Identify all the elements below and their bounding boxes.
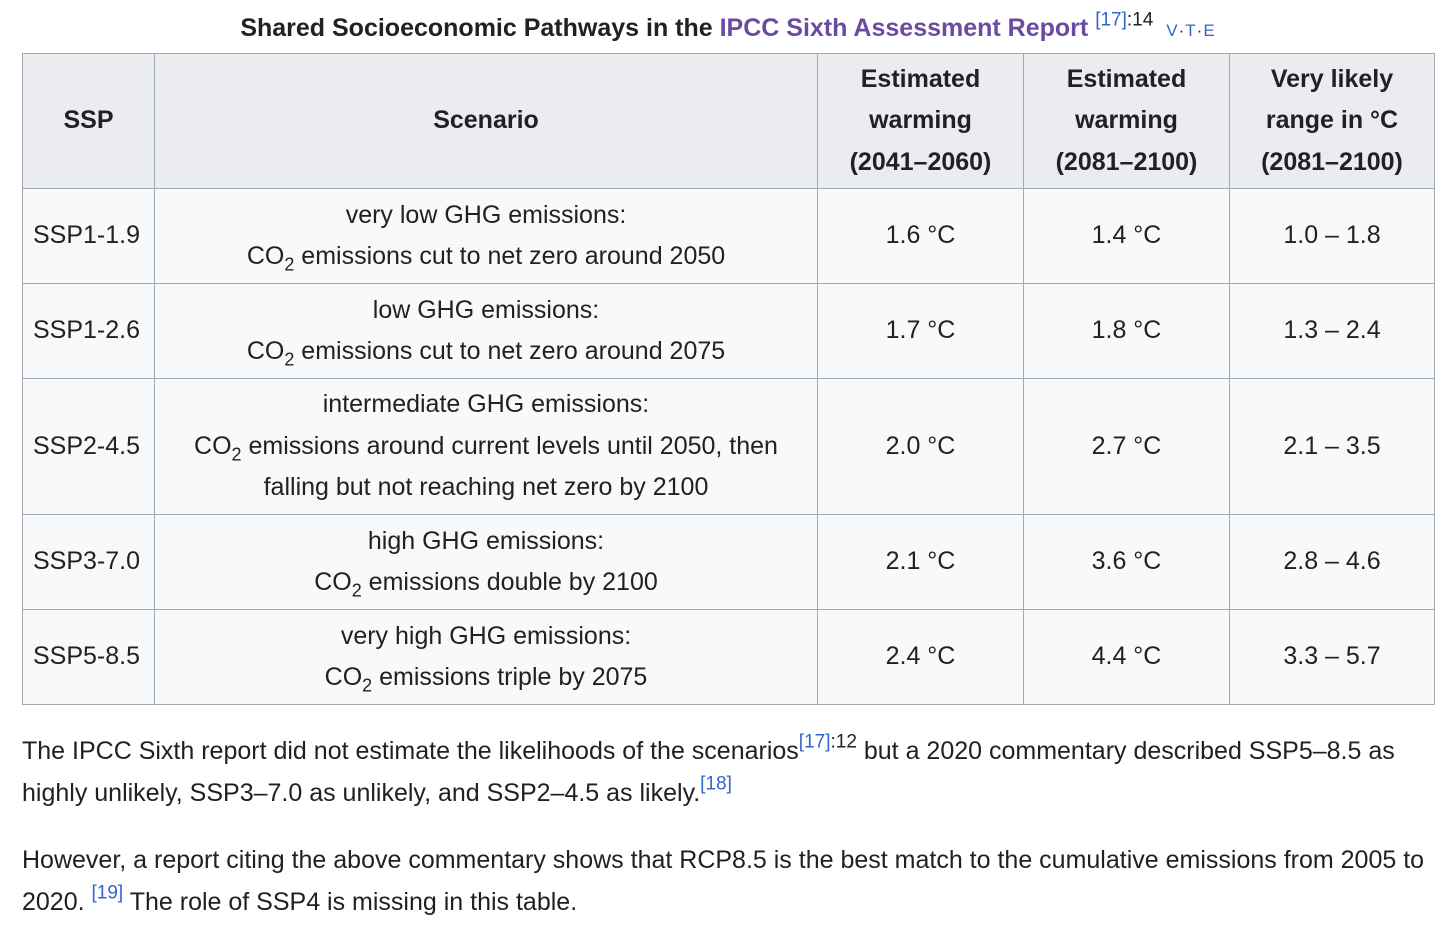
likely-range-cell: 3.3 – 5.7: [1230, 610, 1435, 705]
citation-page: :14: [1126, 9, 1154, 31]
citation-17-link[interactable]: [17]: [1095, 9, 1127, 31]
table-row: [23, 284, 1435, 379]
citation-18-link[interactable]: [18]: [700, 773, 732, 795]
likely-range-cell: 1.0 – 1.8: [1230, 189, 1435, 284]
paragraph-rcp85: However, a report citing the above commentary shows that RCP8.5 is the best match to the cumulative emissions from 2005 to 2020. [19] The role of SSP4 is missing in this table.: [22, 846, 1425, 916]
citation-19-link[interactable]: [19]: [91, 882, 124, 904]
ssp-cell: SSP3-7.0: [23, 515, 155, 610]
warming-2081-2100-cell: 3.6 °C: [1024, 515, 1230, 610]
ssp-cell: SSP1-1.9: [23, 189, 155, 284]
scenario-cell: low GHG emissions: $CO_2$ emissions cut to net zero around 2075: [155, 284, 818, 379]
view-template-link[interactable]: V: [1166, 21, 1179, 40]
table-row: [23, 610, 1435, 705]
header-ssp: SSP: [23, 54, 155, 189]
header-warming-2041-2060: Estimated warming (2041–2060): [818, 54, 1024, 189]
citation-17-link[interactable]: [17]: [798, 731, 831, 753]
warming-2081-2100-cell: 4.4 °C: [1024, 610, 1230, 705]
warming-2041-2060-cell: 1.6 °C: [818, 189, 1024, 284]
warming-2041-2060-cell: 2.1 °C: [818, 515, 1024, 610]
warming-2081-2100-cell: 2.7 °C: [1024, 379, 1230, 515]
scenario-cell: intermediate GHG emissions: $CO_2$ emissions around current levels until 2050, then falling but not reaching net zero by 2100: [155, 379, 818, 515]
navbox-vte: V·T·E: [1166, 21, 1216, 40]
header-scenario: Scenario: [155, 54, 818, 189]
header-warming-2081-2100: Estimated warming (2081–2100): [1024, 54, 1230, 189]
scenario-cell: very low GHG emissions: $CO_2$ emissions cut to net zero around 2050: [155, 189, 818, 284]
scenario-cell: high GHG emissions: $CO_2$ emissions double by 2100: [155, 515, 818, 610]
warming-2081-2100-cell: 1.8 °C: [1024, 284, 1230, 379]
ssp-cell: SSP2-4.5: [23, 379, 155, 515]
ssp-table: [22, 53, 1435, 705]
caption-citation: [1095, 10, 1153, 31]
likely-range-cell: 2.8 – 4.6: [1230, 515, 1435, 610]
ssp-cell: SSP5-8.5: [23, 610, 155, 705]
table-row: [23, 189, 1435, 284]
paragraph-likelihoods: The IPCC Sixth report did not estimate the likelihoods of the scenarios$^{[17]:12}$ but a 2020 commentary described SSP5–8.5 as highly unlikely, SSP3–7.0 as unlikely, and SSP2–4.5 as likely.[18]: [22, 731, 1395, 807]
talk-template-link[interactable]: T: [1185, 21, 1197, 40]
ipcc-report-link[interactable]: IPCC Sixth Assessment Report: [719, 14, 1089, 42]
table-row: [23, 379, 1435, 515]
ssp-cell: SSP1-2.6: [23, 284, 155, 379]
scenario-cell: very high GHG emissions: $CO_2$ emissions triple by 2075: [155, 610, 818, 705]
header-likely-range: Very likely range in °C (2081–2100): [1230, 54, 1435, 189]
edit-template-link[interactable]: E: [1203, 21, 1216, 40]
warming-2081-2100-cell: 1.4 °C: [1024, 189, 1230, 284]
table-row: [23, 515, 1435, 610]
table-caption: [22, 8, 1434, 51]
warming-2041-2060-cell: 1.7 °C: [818, 284, 1024, 379]
likely-range-cell: 1.3 – 2.4: [1230, 284, 1435, 379]
caption-text: Shared Socioeconomic Pathways in the: [240, 14, 720, 42]
likely-range-cell: 2.1 – 3.5: [1230, 379, 1435, 515]
citation-page: :12: [830, 731, 857, 753]
warming-2041-2060-cell: 2.4 °C: [818, 610, 1024, 705]
table-header-row: [23, 54, 1435, 189]
warming-2041-2060-cell: 2.0 °C: [818, 379, 1024, 515]
